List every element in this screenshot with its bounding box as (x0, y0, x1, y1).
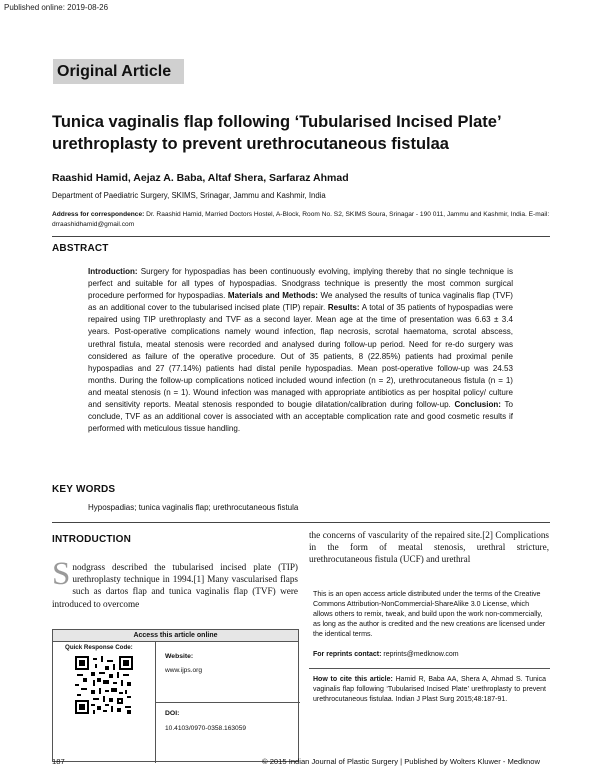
access-box-header: Access this article online (53, 630, 298, 642)
citation-block (313, 675, 546, 705)
divider-rule (52, 236, 550, 237)
drop-cap: S (52, 556, 71, 592)
keywords-text: Hypospadias; tunica vaginalis flap; urethrocutaneous fistula (88, 503, 299, 512)
introduction-left-text: nodgrass described the tubularised incised plate (TIP) urethroplasty technique in 1994.[1] Many vascularised flaps such as dartos flap and tunica vaginalis flap (TVF) were introduced to overcome (52, 562, 298, 609)
access-box-divider (156, 702, 300, 703)
abstract-methods-label: Materials and Methods: (227, 291, 318, 301)
reprints-label: For reprints contact: (313, 651, 382, 658)
cite-label: How to cite this article: (313, 676, 393, 683)
qr-label: Quick Response Code: (65, 644, 133, 651)
article-title: Tunica vaginalis flap following ‘Tubularised Incised Plate’ urethroplasty to prevent urethrocutaneous fistulaa (52, 113, 501, 153)
abstract-heading: ABSTRACT (52, 243, 109, 254)
author-list: Raashid Hamid, Aejaz A. Baba, Altaf Shera, Sarfaraz Ahmad (52, 172, 349, 184)
cite-text: Hamid R, Baba AA, Shera A, Ahmad S. Tunica vaginalis flap following ‘Tubularised Incised Plate’ urethroplasty to prevent urethrocutaneous fistulaa. Indian J Plast Surg 2015;48:187-91. (313, 676, 546, 703)
website-label: Website: (165, 653, 194, 660)
footer-copyright: © 2015 Indian Journal of Plastic Surgery | Published by Wolters Kluwer - Medknow (262, 757, 540, 766)
page-number: 187 (52, 757, 65, 766)
abstract-body (88, 266, 513, 435)
website-link[interactable]: www.ijps.org (165, 667, 203, 674)
cite-divider (309, 668, 550, 669)
qr-code-icon[interactable] (75, 656, 133, 714)
divider-rule (52, 522, 550, 523)
abstract-intro-label: Introduction: (88, 267, 138, 276)
reprints-email[interactable]: reprints@medknow.com (381, 651, 459, 658)
published-date: Published online: 2019-08-26 (4, 3, 109, 12)
correspondence-label: Address for correspondence: (52, 211, 145, 218)
doi-link[interactable]: 10.4103/0970-0358.163059 (165, 725, 247, 732)
correspondence-text: Dr. Raashid Hamid, Married Doctors Hostel, A-Block, Room No. S2, SKIMS Soura, Srinagar - 190 011, Jammu and Kashmir, India. E-mail: drraashidhamid@gmail.com (52, 211, 550, 228)
article-type-badge: Original Article (53, 59, 184, 84)
reprints-contact (313, 651, 459, 658)
abstract-results-label: Results: (327, 303, 360, 313)
abstract-methods-text: We analysed the results of tunica vaginalis flap (TVF) as an additional cover to the tubularised incised plate (TIP) repair. (88, 291, 513, 313)
introduction-heading: INTRODUCTION (52, 534, 132, 545)
access-article-box (52, 629, 299, 762)
correspondence (52, 210, 552, 230)
open-access-note: This is an open access article distributed under the terms of the Creative Commons Attribution-NonCommercial-ShareAlike 3.0 License, which allows others to remix, tweak, and build upon the work non-commercially, as long as the author is credited and the new creations are licensed under the identical terms. (313, 590, 546, 638)
introduction-right-column: the concerns of vascularity of the repaired site.[2] Complications in the form of meatal stenosis, urethral stricture, urethrocutaneous fistula (UCF) and urethral (309, 530, 549, 565)
abstract-intro-text: Surgery for hypospadias has been continuously evolving, implying thereby that no single technique is perfect and suitable for all types of hypospadias. Snodgrass technique is presently the most common surgical procedure performed for hypospadias. (88, 267, 513, 301)
abstract-results-text: A total of 35 patients of hypospadias were repaired using TIP urethroplasty and TVF as a second layer. Mean age at the time of presentation was 6.63 ± 3.4 years. Post-operative complications namely wound infection, flap necrosis, scrotal haematoma, scrotal abscess, urethral fistula, meatal stenosis were recorded and analysed during follow-up period. Need for re-do surgery was considered as failure of the operative procedure. Out of 35 patients, 8 (22.85%) patients had proximal penile hypospadias and 27 (77.14%) patients had distal penile hypospadias. Mean post-operative follow-up was 24.53 months. During the follow-up complications noticed included wound infection (n = 2), urethrocutaneous fistula (n = 1) and meatal stenosis (n = 1). Wound infection was managed with appropriate antibiotics as per hospital policy/ culture and sensitivity reports. Meatal stenosis responded to bougie dilatation/calibration during follow-up. (88, 303, 513, 410)
doi-label: DOI: (165, 710, 180, 717)
abstract-conclusion-text: To conclude, TVF as an additional cover is associated with an acceptable complication rate and good cosmetic results if performed with meticulous tissue handling. (88, 400, 513, 434)
introduction-left-column (52, 556, 298, 610)
abstract-conclusion-label: Conclusion: (454, 400, 501, 410)
qr-cell (53, 642, 156, 763)
affiliation: Department of Paediatric Surgery, SKIMS, Srinagar, Jammu and Kashmir, India (52, 191, 326, 200)
keywords-heading: KEY WORDS (52, 484, 116, 495)
